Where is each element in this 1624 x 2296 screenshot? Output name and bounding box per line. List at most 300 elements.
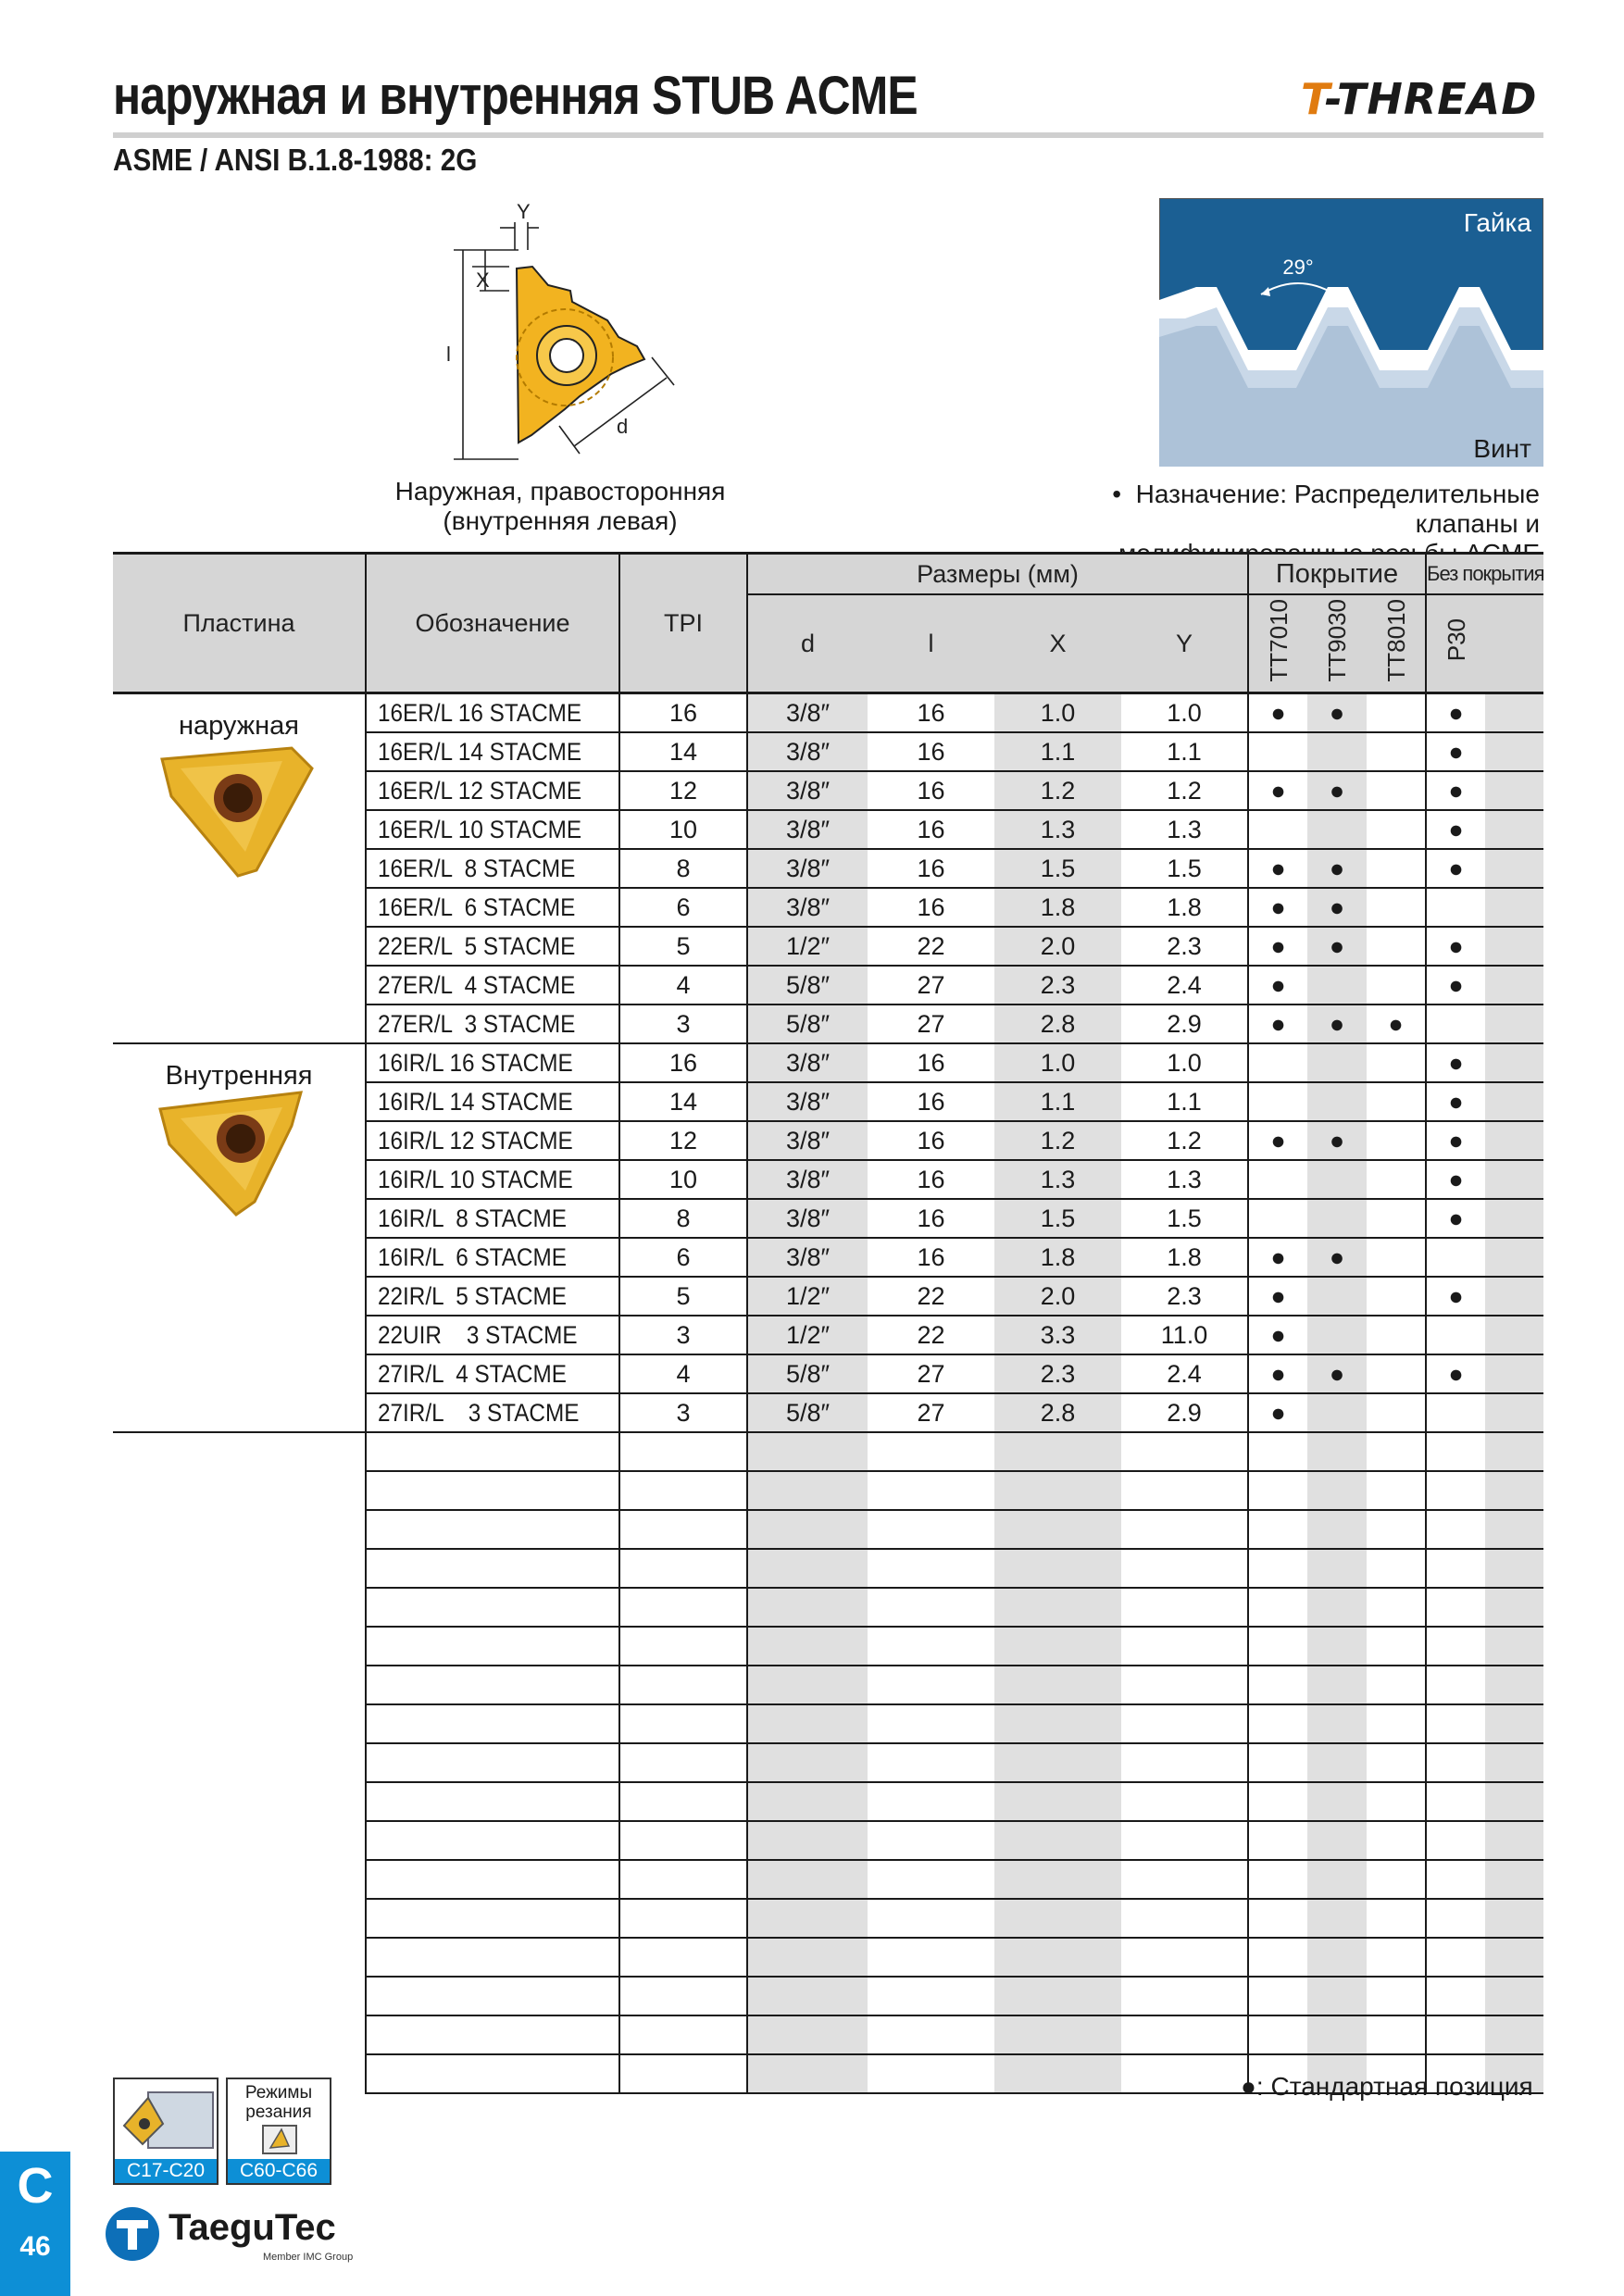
empty-cell <box>619 1860 747 1899</box>
tpi-cell: 4 <box>619 966 747 1004</box>
l-cell: 22 <box>868 1316 994 1354</box>
x-cell: 1.0 <box>994 1043 1121 1082</box>
designation-text: 16ER/L 14 STACME <box>378 737 582 766</box>
tt9030-cell: ● <box>1307 1238 1367 1277</box>
tt7010-cell: ● <box>1248 888 1307 927</box>
empty-cell <box>1307 1432 1367 1471</box>
tpi-cell: 14 <box>619 732 747 771</box>
tt9030-cell <box>1307 1277 1367 1316</box>
header-d: d <box>747 594 868 693</box>
empty-cell <box>994 1510 1121 1549</box>
spec-table-body <box>113 693 1543 2094</box>
empty-cell <box>1485 1704 1543 1743</box>
empty-cell <box>1367 1977 1426 2015</box>
empty-cell <box>1485 1510 1543 1549</box>
empty-cell <box>1121 1510 1248 1549</box>
empty-cell <box>1121 1899 1248 1938</box>
empty-cell <box>1426 1666 1485 1704</box>
empty-cell <box>1485 1938 1543 1977</box>
cutting-conditions-title <box>228 2083 330 2122</box>
empty-cell <box>1121 1627 1248 1666</box>
empty-cell <box>1121 1666 1248 1704</box>
label-d: d <box>617 415 629 438</box>
x-cell: 1.5 <box>994 1199 1121 1238</box>
designation-cell <box>366 693 619 733</box>
x-cell: 2.0 <box>994 1277 1121 1316</box>
empty-cell <box>1485 1821 1543 1860</box>
empty-cell <box>994 1549 1121 1588</box>
l-cell: 27 <box>868 966 994 1004</box>
tpi-cell: 8 <box>619 1199 747 1238</box>
d-cell: 5/8″ <box>747 1393 868 1432</box>
empty-cell <box>1248 1860 1307 1899</box>
blank-cell <box>1485 810 1543 849</box>
designation-text: 16ER/L 16 STACME <box>378 698 582 727</box>
thread-profile-panel <box>1159 198 1543 467</box>
empty-cell <box>1426 1860 1485 1899</box>
tt9030-cell <box>1307 732 1367 771</box>
x-cell: 2.0 <box>994 927 1121 966</box>
tt9030-cell: ● <box>1307 927 1367 966</box>
tt8010-cell <box>1367 1393 1426 1432</box>
d-cell: 3/8″ <box>747 849 868 888</box>
designation-text: 27ER/L 4 STACME <box>378 970 576 999</box>
empty-cell <box>747 1471 868 1510</box>
tt8010-cell <box>1367 1160 1426 1199</box>
tt8010-cell <box>1367 1043 1426 1082</box>
tt7010-cell: ● <box>1248 849 1307 888</box>
tt9030-cell: ● <box>1307 888 1367 927</box>
empty-cell <box>1426 1821 1485 1860</box>
tpi-cell: 12 <box>619 1121 747 1160</box>
l-cell: 16 <box>868 1160 994 1199</box>
designation-cell <box>366 1316 619 1354</box>
empty-cell <box>1121 2015 1248 2054</box>
external-insert-image <box>153 741 319 880</box>
tpi-cell: 3 <box>619 1316 747 1354</box>
tpi-cell: 12 <box>619 771 747 810</box>
cutting-conditions-ref[interactable] <box>226 2078 331 2185</box>
empty-cell <box>1248 1899 1307 1938</box>
x-cell: 1.1 <box>994 732 1121 771</box>
tpi-cell: 3 <box>619 1393 747 1432</box>
empty-cell <box>1248 1627 1307 1666</box>
empty-cell <box>868 1666 994 1704</box>
tt7010-cell: ● <box>1248 1277 1307 1316</box>
p30-cell: ● <box>1426 771 1485 810</box>
l-cell: 16 <box>868 849 994 888</box>
tt8010-cell <box>1367 966 1426 1004</box>
y-cell: 1.2 <box>1121 771 1248 810</box>
tt9030-cell: ● <box>1307 1121 1367 1160</box>
tt8010-cell <box>1367 693 1426 733</box>
tt9030-cell: ● <box>1307 849 1367 888</box>
empty-cell <box>868 1510 994 1549</box>
empty-cell <box>1367 1860 1426 1899</box>
empty-cell <box>1485 1743 1543 1782</box>
empty-cell <box>1485 1977 1543 2015</box>
group-label: Внутренняя <box>165 1061 313 1091</box>
empty-cell <box>1485 1588 1543 1627</box>
tt7010-cell: ● <box>1248 966 1307 1004</box>
empty-cell <box>1248 1471 1307 1510</box>
empty-cell <box>619 1899 747 1938</box>
empty-cell <box>1121 1782 1248 1821</box>
empty-cell <box>1121 2054 1248 2093</box>
blank-cell <box>1485 966 1543 1004</box>
x-cell: 3.3 <box>994 1316 1121 1354</box>
d-cell: 3/8″ <box>747 1199 868 1238</box>
p30-cell: ● <box>1426 1277 1485 1316</box>
empty-cell <box>994 1704 1121 1743</box>
d-cell: 1/2″ <box>747 1316 868 1354</box>
tpi-cell: 16 <box>619 693 747 733</box>
tpi-cell: 16 <box>619 1043 747 1082</box>
tpi-cell: 8 <box>619 849 747 888</box>
empty-cell <box>868 2015 994 2054</box>
diagram-caption-line2: (внутренняя левая) <box>443 506 678 535</box>
blank-cell <box>1485 849 1543 888</box>
empty-cell <box>1367 1510 1426 1549</box>
empty-cell <box>994 2015 1121 2054</box>
p30-cell <box>1426 1316 1485 1354</box>
empty-cell <box>366 1743 619 1782</box>
empty-cell <box>366 1627 619 1666</box>
empty-cell <box>1426 1471 1485 1510</box>
p30-cell: ● <box>1426 849 1485 888</box>
d-cell: 5/8″ <box>747 1004 868 1043</box>
section-tab <box>0 2152 70 2296</box>
tt7010-cell: ● <box>1248 1393 1307 1432</box>
empty-cell <box>366 1860 619 1899</box>
empty-cell <box>619 1666 747 1704</box>
empty-cell <box>619 1432 747 1471</box>
empty-cell <box>1426 1899 1485 1938</box>
header-p30: P30 <box>1442 618 1470 662</box>
designation-text: 16IR/L 6 STACME <box>378 1242 567 1271</box>
empty-cell <box>747 1899 868 1938</box>
p30-cell: ● <box>1426 1160 1485 1199</box>
header-designation: Обозначение <box>366 554 619 693</box>
empty-cell <box>747 1627 868 1666</box>
spec-table <box>113 552 1543 2094</box>
header-insert: Пластина <box>113 554 366 693</box>
standard-subtitle: ASME / ANSI B.1.8-1988: 2G <box>113 143 478 177</box>
tt7010-cell: ● <box>1248 1121 1307 1160</box>
tt8010-cell <box>1367 849 1426 888</box>
brand-name: TaeguTec <box>169 2207 336 2248</box>
tt9030-cell: ● <box>1307 693 1367 733</box>
empty-cell <box>1307 2015 1367 2054</box>
designation-text: 27ER/L 3 STACME <box>378 1009 576 1038</box>
empty-cell <box>868 1627 994 1666</box>
d-cell: 1/2″ <box>747 1277 868 1316</box>
l-cell: 16 <box>868 1043 994 1082</box>
empty-cell <box>366 1549 619 1588</box>
tt8010-cell <box>1367 732 1426 771</box>
table-row <box>113 693 1543 733</box>
empty-cell <box>747 1510 868 1549</box>
empty-cell <box>1426 1432 1485 1471</box>
l-cell: 16 <box>868 732 994 771</box>
p30-cell: ● <box>1426 810 1485 849</box>
d-cell: 3/8″ <box>747 732 868 771</box>
empty-cell <box>366 2054 619 2093</box>
purpose-line1: Назначение: Распределительные клапаны и <box>1135 480 1540 538</box>
y-cell: 1.5 <box>1121 1199 1248 1238</box>
tpi-cell: 10 <box>619 810 747 849</box>
empty-cell <box>366 1510 619 1549</box>
tt8010-cell <box>1367 1082 1426 1121</box>
y-cell: 1.1 <box>1121 1082 1248 1121</box>
empty-cell <box>1307 1743 1367 1782</box>
empty-cell <box>1248 1821 1307 1860</box>
designation-cell <box>366 1277 619 1316</box>
empty-cell <box>1248 1743 1307 1782</box>
y-cell: 1.8 <box>1121 1238 1248 1277</box>
blank-cell <box>1485 1160 1543 1199</box>
l-cell: 22 <box>868 927 994 966</box>
designation-text: 22UIR 3 STACME <box>378 1320 578 1349</box>
tt8010-cell <box>1367 1316 1426 1354</box>
tt7010-cell: ● <box>1248 927 1307 966</box>
empty-cell <box>1426 1977 1485 2015</box>
header-tt9030: TT9030 <box>1323 598 1352 682</box>
empty-cell <box>1121 1860 1248 1899</box>
x-cell: 1.2 <box>994 1121 1121 1160</box>
designation-text: 16ER/L 6 STACME <box>378 892 576 921</box>
designation-cell <box>366 771 619 810</box>
empty-cell <box>868 1938 994 1977</box>
screw-label: Винт <box>1473 434 1531 463</box>
label-x: X <box>476 268 490 292</box>
p30-cell: ● <box>1426 966 1485 1004</box>
empty-cell <box>868 2054 994 2093</box>
empty-cell <box>1248 1549 1307 1588</box>
l-cell: 16 <box>868 771 994 810</box>
tt8010-cell <box>1367 1121 1426 1160</box>
empty-cell <box>1426 1704 1485 1743</box>
empty-cell <box>747 1743 868 1782</box>
title-divider <box>113 132 1543 138</box>
empty-cell <box>994 1938 1121 1977</box>
d-cell: 3/8″ <box>747 810 868 849</box>
y-cell: 2.4 <box>1121 966 1248 1004</box>
designation-text: 22IR/L 5 STACME <box>378 1281 567 1310</box>
p30-cell: ● <box>1426 927 1485 966</box>
section-letter: C <box>17 2158 54 2214</box>
designation-cell <box>366 849 619 888</box>
empty-cell <box>366 1821 619 1860</box>
l-cell: 27 <box>868 1393 994 1432</box>
empty-cell <box>747 1938 868 1977</box>
y-cell: 2.4 <box>1121 1354 1248 1393</box>
diagram-caption-line1: Наружная, правосторонняя <box>394 477 726 505</box>
l-cell: 16 <box>868 810 994 849</box>
tt7010-cell <box>1248 810 1307 849</box>
designation-cell <box>366 1004 619 1043</box>
empty-cell <box>1307 1821 1367 1860</box>
tt7010-cell <box>1248 732 1307 771</box>
y-cell: 2.3 <box>1121 1277 1248 1316</box>
empty-cell <box>1307 1627 1367 1666</box>
empty-cell <box>619 1510 747 1549</box>
empty-cell <box>1367 1549 1426 1588</box>
d-cell: 3/8″ <box>747 1082 868 1121</box>
tt8010-cell <box>1367 810 1426 849</box>
empty-cell <box>619 1977 747 2015</box>
tt9030-cell <box>1307 1160 1367 1199</box>
p30-cell: ● <box>1426 693 1485 733</box>
tpi-cell: 5 <box>619 1277 747 1316</box>
tool-holder-ref[interactable] <box>113 2078 219 2185</box>
tt9030-cell: ● <box>1307 1354 1367 1393</box>
x-cell: 2.3 <box>994 1354 1121 1393</box>
empty-cell <box>1121 1938 1248 1977</box>
cutting-conditions-line1: Режимы <box>244 2083 313 2103</box>
empty-row <box>113 1432 1543 1471</box>
empty-cell <box>1121 1704 1248 1743</box>
x-cell: 1.3 <box>994 1160 1121 1199</box>
y-cell: 1.3 <box>1121 810 1248 849</box>
empty-cell <box>868 1977 994 2015</box>
designation-text: 16IR/L 16 STACME <box>378 1048 573 1077</box>
empty-cell <box>1121 1549 1248 1588</box>
empty-cell <box>994 1627 1121 1666</box>
label-l: l <box>446 343 451 366</box>
d-cell: 3/8″ <box>747 1238 868 1277</box>
empty-cell <box>619 1549 747 1588</box>
x-cell: 2.8 <box>994 1004 1121 1043</box>
tt9030-cell <box>1307 1393 1367 1432</box>
x-cell: 1.5 <box>994 849 1121 888</box>
designation-text: 16ER/L 8 STACME <box>378 854 576 882</box>
empty-cell <box>1426 2015 1485 2054</box>
d-cell: 5/8″ <box>747 966 868 1004</box>
cutting-conditions-ref-label: C60-C66 <box>228 2159 330 2183</box>
x-cell: 1.0 <box>994 693 1121 733</box>
tt9030-cell: ● <box>1307 771 1367 810</box>
empty-cell <box>1426 1510 1485 1549</box>
empty-cell <box>1367 1704 1426 1743</box>
empty-cell <box>868 1549 994 1588</box>
empty-cell <box>868 1821 994 1860</box>
empty-cell <box>868 1704 994 1743</box>
empty-cell <box>868 1588 994 1627</box>
d-cell: 3/8″ <box>747 888 868 927</box>
empty-cell <box>1121 1977 1248 2015</box>
empty-cell <box>1367 1899 1426 1938</box>
l-cell: 16 <box>868 888 994 927</box>
tt8010-cell: ● <box>1367 1004 1426 1043</box>
empty-cell <box>366 1471 619 1510</box>
empty-cell <box>1426 1938 1485 1977</box>
insert-dimension-diagram <box>435 202 713 480</box>
designation-text: 16IR/L 14 STACME <box>378 1087 573 1116</box>
l-cell: 27 <box>868 1004 994 1043</box>
tt7010-cell: ● <box>1248 1004 1307 1043</box>
header-tt7010: TT7010 <box>1264 598 1293 682</box>
p30-cell: ● <box>1426 1082 1485 1121</box>
designation-cell <box>366 1121 619 1160</box>
empty-cell <box>1248 2015 1307 2054</box>
empty-cell <box>1426 1549 1485 1588</box>
blank-cell <box>1485 888 1543 927</box>
empty-cell <box>1121 1432 1248 1471</box>
designation-cell <box>366 810 619 849</box>
d-cell: 1/2″ <box>747 927 868 966</box>
empty-cell <box>1121 1588 1248 1627</box>
empty-cell <box>366 2015 619 2054</box>
empty-cell <box>1426 1627 1485 1666</box>
p30-cell: ● <box>1426 1043 1485 1082</box>
y-cell: 1.8 <box>1121 888 1248 927</box>
empty-cell <box>868 1743 994 1782</box>
legend-symbol: ● <box>1241 2072 1256 2101</box>
x-cell: 2.8 <box>994 1393 1121 1432</box>
p30-cell: ● <box>1426 732 1485 771</box>
tool-holder-ref-label: C17-C20 <box>115 2159 217 2183</box>
designation-cell <box>366 1199 619 1238</box>
p30-cell: ● <box>1426 1199 1485 1238</box>
x-cell: 2.3 <box>994 966 1121 1004</box>
tt7010-cell: ● <box>1248 1354 1307 1393</box>
empty-cell <box>868 1432 994 1471</box>
p30-cell: ● <box>1426 1121 1485 1160</box>
tt8010-cell <box>1367 1199 1426 1238</box>
empty-cell <box>1248 1938 1307 1977</box>
empty-cell <box>1248 1704 1307 1743</box>
cutting-conditions-line2: резания <box>245 2103 312 2122</box>
empty-cell <box>1307 1549 1367 1588</box>
designation-cell <box>366 927 619 966</box>
tt7010-cell <box>1248 1043 1307 1082</box>
blank-cell <box>1485 1082 1543 1121</box>
d-cell: 3/8″ <box>747 1121 868 1160</box>
empty-cell <box>868 1899 994 1938</box>
tt9030-cell <box>1307 966 1367 1004</box>
internal-insert-image <box>153 1081 319 1220</box>
designation-text: 16IR/L 8 STACME <box>378 1204 567 1232</box>
x-cell: 1.8 <box>994 1238 1121 1277</box>
header-x: X <box>994 594 1121 693</box>
y-cell: 1.1 <box>1121 732 1248 771</box>
empty-cell <box>747 2054 868 2093</box>
designation-cell <box>366 1393 619 1432</box>
blank-cell <box>1485 927 1543 966</box>
header-y: Y <box>1121 594 1248 693</box>
header-coating: Покрытие <box>1248 554 1426 595</box>
diagram-caption <box>384 477 736 536</box>
l-cell: 27 <box>868 1354 994 1393</box>
empty-cell <box>747 1704 868 1743</box>
empty-cell <box>1485 2015 1543 2054</box>
empty-cell <box>366 1666 619 1704</box>
empty-cell <box>366 1782 619 1821</box>
header-tt8010: TT8010 <box>1381 598 1410 682</box>
empty-cell <box>1307 1782 1367 1821</box>
empty-cell <box>747 1588 868 1627</box>
x-cell: 1.8 <box>994 888 1121 927</box>
empty-cell <box>1248 1666 1307 1704</box>
header-dimensions: Размеры (мм) <box>747 554 1248 595</box>
taegutec-emblem-icon <box>104 2205 161 2263</box>
empty-cell <box>1426 1588 1485 1627</box>
tt8010-cell <box>1367 771 1426 810</box>
empty-cell <box>619 1704 747 1743</box>
empty-cell <box>1307 1977 1367 2015</box>
designation-cell <box>366 732 619 771</box>
